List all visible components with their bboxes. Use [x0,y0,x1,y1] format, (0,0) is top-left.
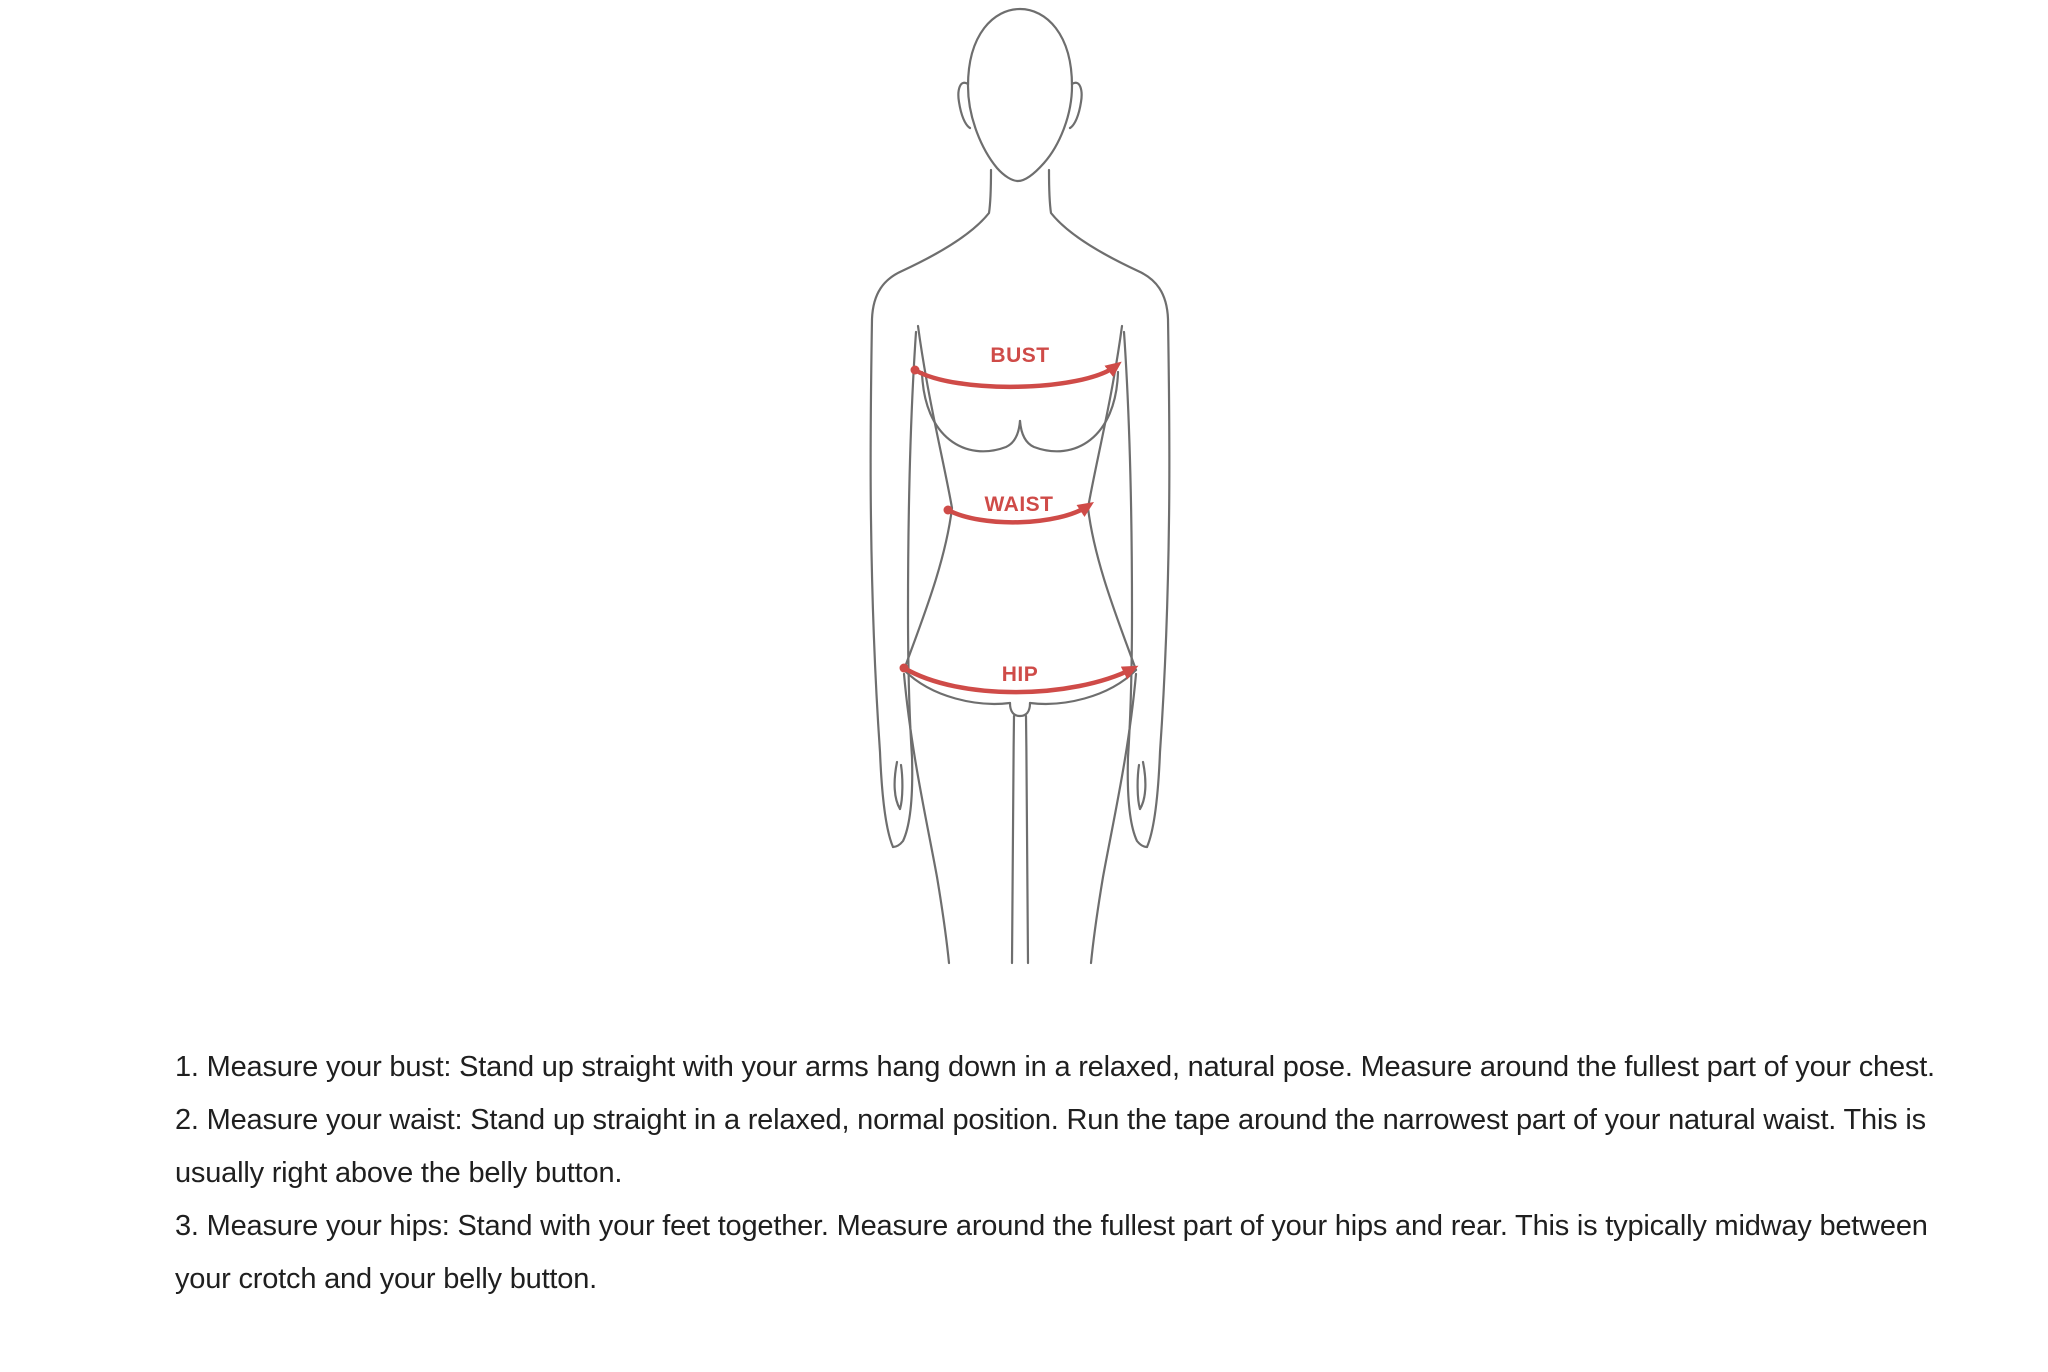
hip-label: HIP [1001,663,1039,686]
instruction-number: 1. [175,1051,199,1083]
left-hand-thumb [895,762,903,809]
instruction-text: Measure your waist: Stand up straight in a relaxed, normal position. Run the tape around the narrowest part of your natural waist. This is usually right above the belly button. [175,1104,1926,1189]
left-shoulder-arm-outline [871,170,991,847]
measurement-instructions [175,1041,1955,1306]
bust-arrow [915,366,1116,387]
right-shoulder-arm-outline [1049,170,1169,847]
instruction-item-waist [175,1094,1955,1200]
right-hand-thumb [1138,762,1146,809]
measurement-figure [860,0,1180,965]
instruction-number: 3. [175,1210,199,1242]
waist-label: WAIST [984,493,1054,516]
left-inner-thigh [1012,716,1014,963]
body-figure-illustration [860,0,1180,965]
mannequin-outline [871,9,1170,963]
right-inner-thigh [1026,716,1028,963]
bust-label: BUST [990,344,1050,367]
instruction-text: Measure your bust: Stand up straight with your arms hang down in a relaxed, natural pose. Measure around the fullest part of your chest. [206,1051,1935,1083]
instruction-item-bust [175,1041,1955,1094]
crotch-curve [1010,703,1030,716]
measurement-arrows [900,344,1133,692]
instruction-number: 2. [175,1104,199,1136]
instruction-text: Measure your hips: Stand with your feet together. Measure around the fullest part of your hips and rear. This is typically midway between your crotch and your belly button. [175,1210,1928,1295]
head-outline [968,9,1072,181]
instruction-item-hips [175,1200,1955,1306]
